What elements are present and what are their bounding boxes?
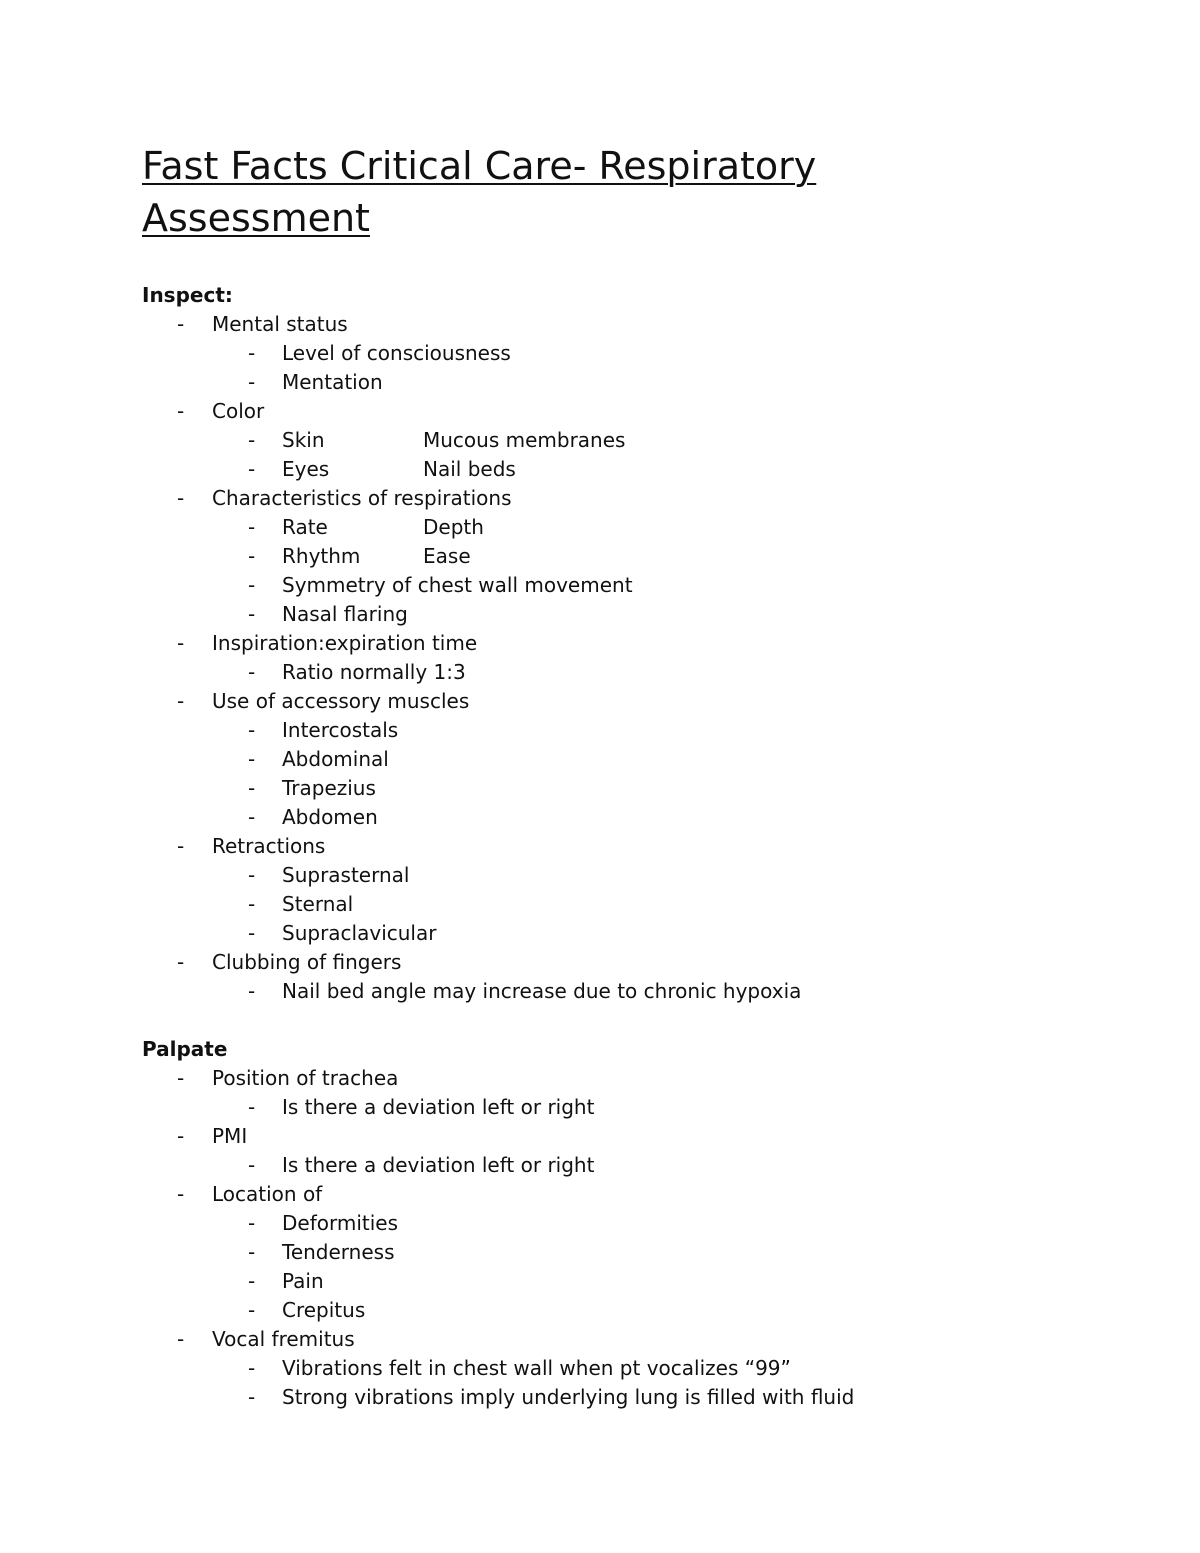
section-heading: Inspect: (142, 283, 233, 307)
sub-item-text: Strong vibrations imply underlying lung is filled with fluid (282, 1385, 855, 1409)
bullet-dash: - (248, 573, 256, 597)
bullet-dash: - (248, 544, 256, 568)
sub-list-item (142, 774, 1142, 803)
section-inspect (142, 281, 1142, 1006)
sub-list-item (142, 890, 1142, 919)
list-item-label: Vocal fremitus (212, 1327, 355, 1351)
sub-list-item (142, 600, 1142, 629)
bullet-dash: - (248, 1298, 256, 1322)
sub-list-item (142, 455, 1142, 484)
list-item (142, 948, 1142, 977)
list-item (142, 832, 1142, 861)
bullet-dash: - (248, 602, 256, 626)
list-item (142, 629, 1142, 658)
sub-item-text: Pain (282, 1269, 324, 1293)
sub-item-text: Symmetry of chest wall movement (282, 573, 633, 597)
sub-list-item (142, 803, 1142, 832)
section-heading: Palpate (142, 1037, 228, 1061)
sub-list-item (142, 1296, 1142, 1325)
sub-item-text: Nail bed angle may increase due to chronic hypoxia (282, 979, 802, 1003)
bullet-dash: - (248, 747, 256, 771)
list-item (142, 484, 1142, 513)
list-item-label: PMI (212, 1124, 248, 1148)
bullet-dash: - (177, 312, 185, 336)
sub-item-text: Is there a deviation left or right (282, 1153, 595, 1177)
sub-item-text: Tenderness (282, 1240, 395, 1264)
sub-item-text: Trapezius (282, 776, 376, 800)
bullet-dash: - (177, 399, 185, 423)
title-line-1: Fast Facts Critical Care- Respiratory (142, 144, 817, 188)
sub-list-item (142, 1238, 1142, 1267)
sub-item-text: Supraclavicular (282, 921, 437, 945)
bullet-dash: - (177, 689, 185, 713)
list-item-label: Inspiration:expiration time (212, 631, 478, 655)
sub-list-item (142, 339, 1142, 368)
sub-item-second-column: Mucous membranes (423, 428, 626, 452)
sub-list-item (142, 1151, 1142, 1180)
sub-item-text: Vibrations felt in chest wall when pt vocalizes “99” (282, 1356, 791, 1380)
section-palpate (142, 1035, 1142, 1412)
sub-item-text: Eyes (282, 457, 330, 481)
bullet-dash: - (248, 428, 256, 452)
bullet-dash: - (177, 834, 185, 858)
sub-list-item (142, 426, 1142, 455)
sub-item-text: Abdomen (282, 805, 378, 829)
bullet-dash: - (177, 1182, 185, 1206)
sub-list-item (142, 716, 1142, 745)
list-item (142, 1064, 1142, 1093)
sub-list-item (142, 977, 1142, 1006)
sub-item-text: Intercostals (282, 718, 399, 742)
sub-list-item (142, 1383, 1142, 1412)
sub-item-text: Rhythm (282, 544, 361, 568)
sub-list-item (142, 1093, 1142, 1122)
sub-item-second-column: Depth (423, 515, 484, 539)
sub-list-item (142, 542, 1142, 571)
bullet-dash: - (248, 1240, 256, 1264)
sub-item-second-column: Nail beds (423, 457, 516, 481)
bullet-dash: - (248, 370, 256, 394)
sub-list-item (142, 745, 1142, 774)
title-line-2: Assessment (142, 196, 370, 240)
bullet-dash: - (177, 631, 185, 655)
bullet-dash: - (248, 718, 256, 742)
bullet-dash: - (177, 1327, 185, 1351)
bullet-dash: - (248, 457, 256, 481)
sub-list-item (142, 513, 1142, 542)
sub-item-text: Is there a deviation left or right (282, 1095, 595, 1119)
bullet-dash: - (248, 892, 256, 916)
bullet-dash: - (248, 805, 256, 829)
bullet-dash: - (248, 776, 256, 800)
bullet-dash: - (248, 515, 256, 539)
list-item-label: Location of (212, 1182, 323, 1206)
bullet-dash: - (248, 979, 256, 1003)
sub-item-text: Crepitus (282, 1298, 366, 1322)
bullet-dash: - (248, 1269, 256, 1293)
list-item-label: Clubbing of fingers (212, 950, 402, 974)
list-item-label: Mental status (212, 312, 348, 336)
sub-list-item (142, 1267, 1142, 1296)
bullet-dash: - (248, 863, 256, 887)
sub-item-text: Level of consciousness (282, 341, 511, 365)
bullet-dash: - (248, 341, 256, 365)
sub-item-text: Sternal (282, 892, 354, 916)
sub-list-item (142, 1209, 1142, 1238)
list-item (142, 310, 1142, 339)
bullet-dash: - (177, 1124, 185, 1148)
sub-item-text: Suprasternal (282, 863, 410, 887)
sub-item-text: Mentation (282, 370, 383, 394)
list-item (142, 687, 1142, 716)
list-item (142, 1122, 1142, 1151)
bullet-dash: - (177, 1066, 185, 1090)
sub-item-second-column: Ease (423, 544, 471, 568)
list-item-label: Retractions (212, 834, 326, 858)
bullet-dash: - (177, 950, 185, 974)
sub-item-text: Ratio normally 1:3 (282, 660, 466, 684)
bullet-dash: - (248, 1095, 256, 1119)
bullet-dash: - (177, 486, 185, 510)
bullet-dash: - (248, 921, 256, 945)
sub-list-item (142, 658, 1142, 687)
sub-list-item (142, 368, 1142, 397)
document-body (142, 281, 1142, 1412)
list-item-label: Color (212, 399, 265, 423)
sub-list-item (142, 861, 1142, 890)
sub-list-item (142, 919, 1142, 948)
list-item-label: Position of trachea (212, 1066, 399, 1090)
bullet-dash: - (248, 1356, 256, 1380)
list-item-label: Use of accessory muscles (212, 689, 470, 713)
document-title (142, 140, 1142, 244)
bullet-dash: - (248, 660, 256, 684)
list-item (142, 1180, 1142, 1209)
bullet-dash: - (248, 1385, 256, 1409)
sub-item-text: Abdominal (282, 747, 389, 771)
list-item (142, 397, 1142, 426)
bullet-dash: - (248, 1211, 256, 1235)
document-page (142, 140, 1142, 1412)
sub-item-text: Nasal flaring (282, 602, 408, 626)
list-item-label: Characteristics of respirations (212, 486, 512, 510)
sub-item-text: Skin (282, 428, 325, 452)
sub-list-item (142, 571, 1142, 600)
sub-item-text: Rate (282, 515, 328, 539)
sub-item-text: Deformities (282, 1211, 399, 1235)
sub-list-item (142, 1354, 1142, 1383)
bullet-dash: - (248, 1153, 256, 1177)
list-item (142, 1325, 1142, 1354)
